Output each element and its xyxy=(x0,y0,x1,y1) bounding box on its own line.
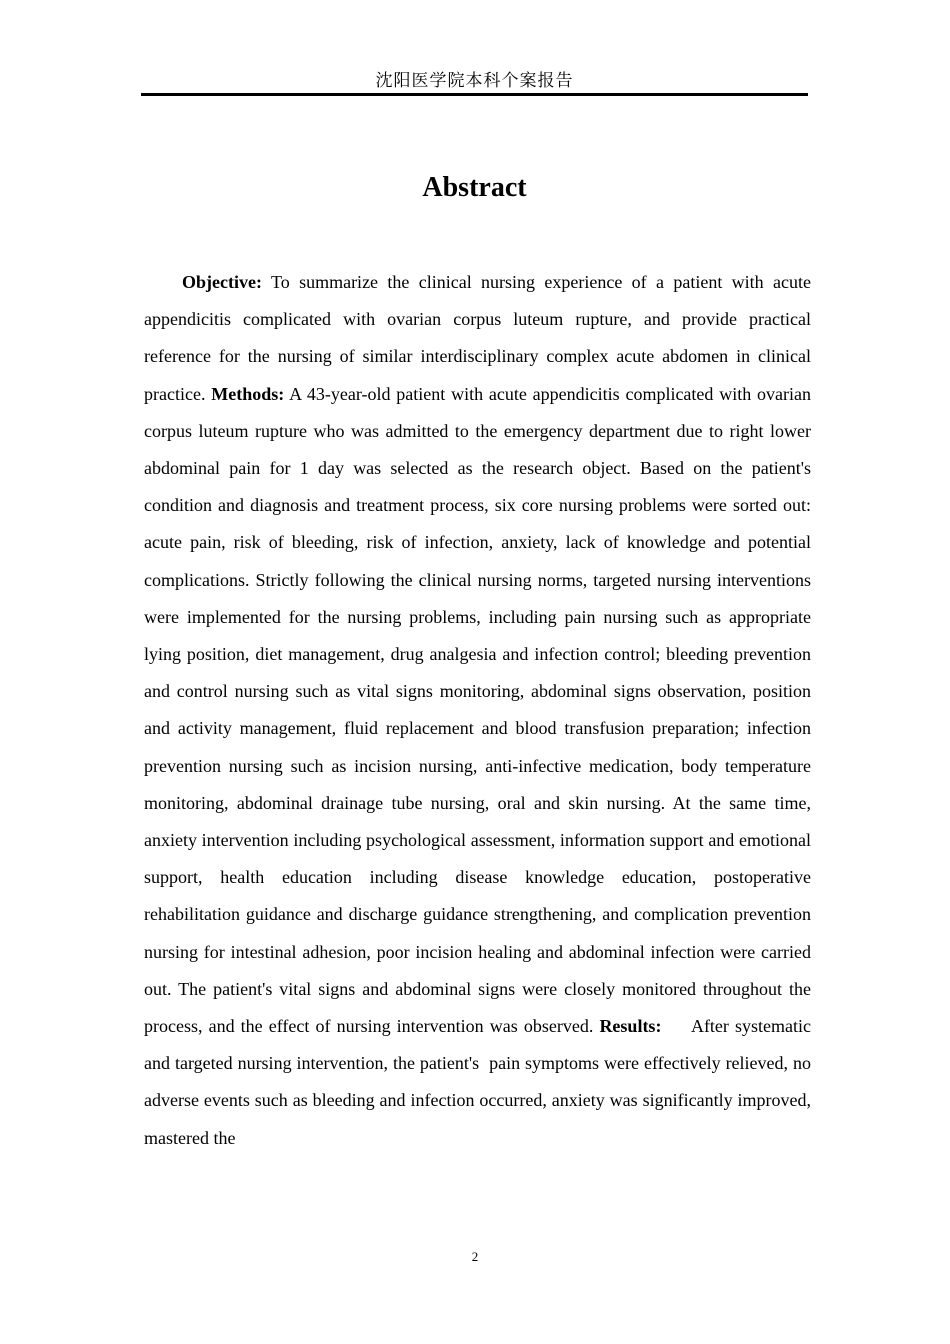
objective-text: To summarize the clinical nursing experience of a patient with acute appendicitis complicated with ovarian corpus luteum rupture, and provide practical reference for the nursing of similar interdisciplinary complex acute abdomen in clinical practice. xyxy=(144,272,811,404)
page-title: Abstract xyxy=(422,172,527,203)
page-number: 2 xyxy=(471,1249,479,1264)
methods-label: Methods: xyxy=(211,383,285,404)
header-rule xyxy=(141,93,808,96)
results-text: After systematic and targeted nursing intervention, the patient's pain symptoms were effectively relieved, no adverse events such as bleeding and infection occurred, anxiety was significantly improved, mastered the xyxy=(144,1016,811,1148)
methods-text: A 43-year-old patient with acute appendicitis complicated with ovarian corpus luteum rupture who was admitted to the emergency department due to right lower abdominal pain for 1 day was selected as the research object. Based on the patient's condition and diagnosis and treatment process, six core nursing problems were sorted out: acute pain, risk of bleeding, risk of infection, anxiety, lack of knowledge and potential complications. Strictly following the clinical nursing norms, targeted nursing interventions were implemented for the nursing problems, including pain nursing such as appropriate lying position, diet management, drug analgesia and infection control; bleeding prevention and control nursing such as vital signs monitoring, abdominal signs observation, position and activity management, fluid replacement and blood transfusion preparation; infection prevention nursing such as incision nursing, anti-infective medication, body temperature monitoring, abdominal drainage tube nursing, oral and skin nursing. At the same time, anxiety intervention including psychological assessment, information support and emotional support, health education including disease knowledge education, postoperative rehabilitation guidance and discharge guidance strengthening, and complication prevention nursing for intestinal adhesion, poor incision healing and abdominal infection were carried out. The patient's vital signs and abdominal signs were closely monitored throughout the process, and the effect of nursing intervention was observed. xyxy=(144,383,811,1037)
abstract-paragraph xyxy=(144,264,811,1157)
running-header: 沈阳医学院本科个案报告 xyxy=(375,71,574,91)
objective-label: Objective: xyxy=(182,272,262,292)
results-label: Results: xyxy=(599,1016,662,1037)
